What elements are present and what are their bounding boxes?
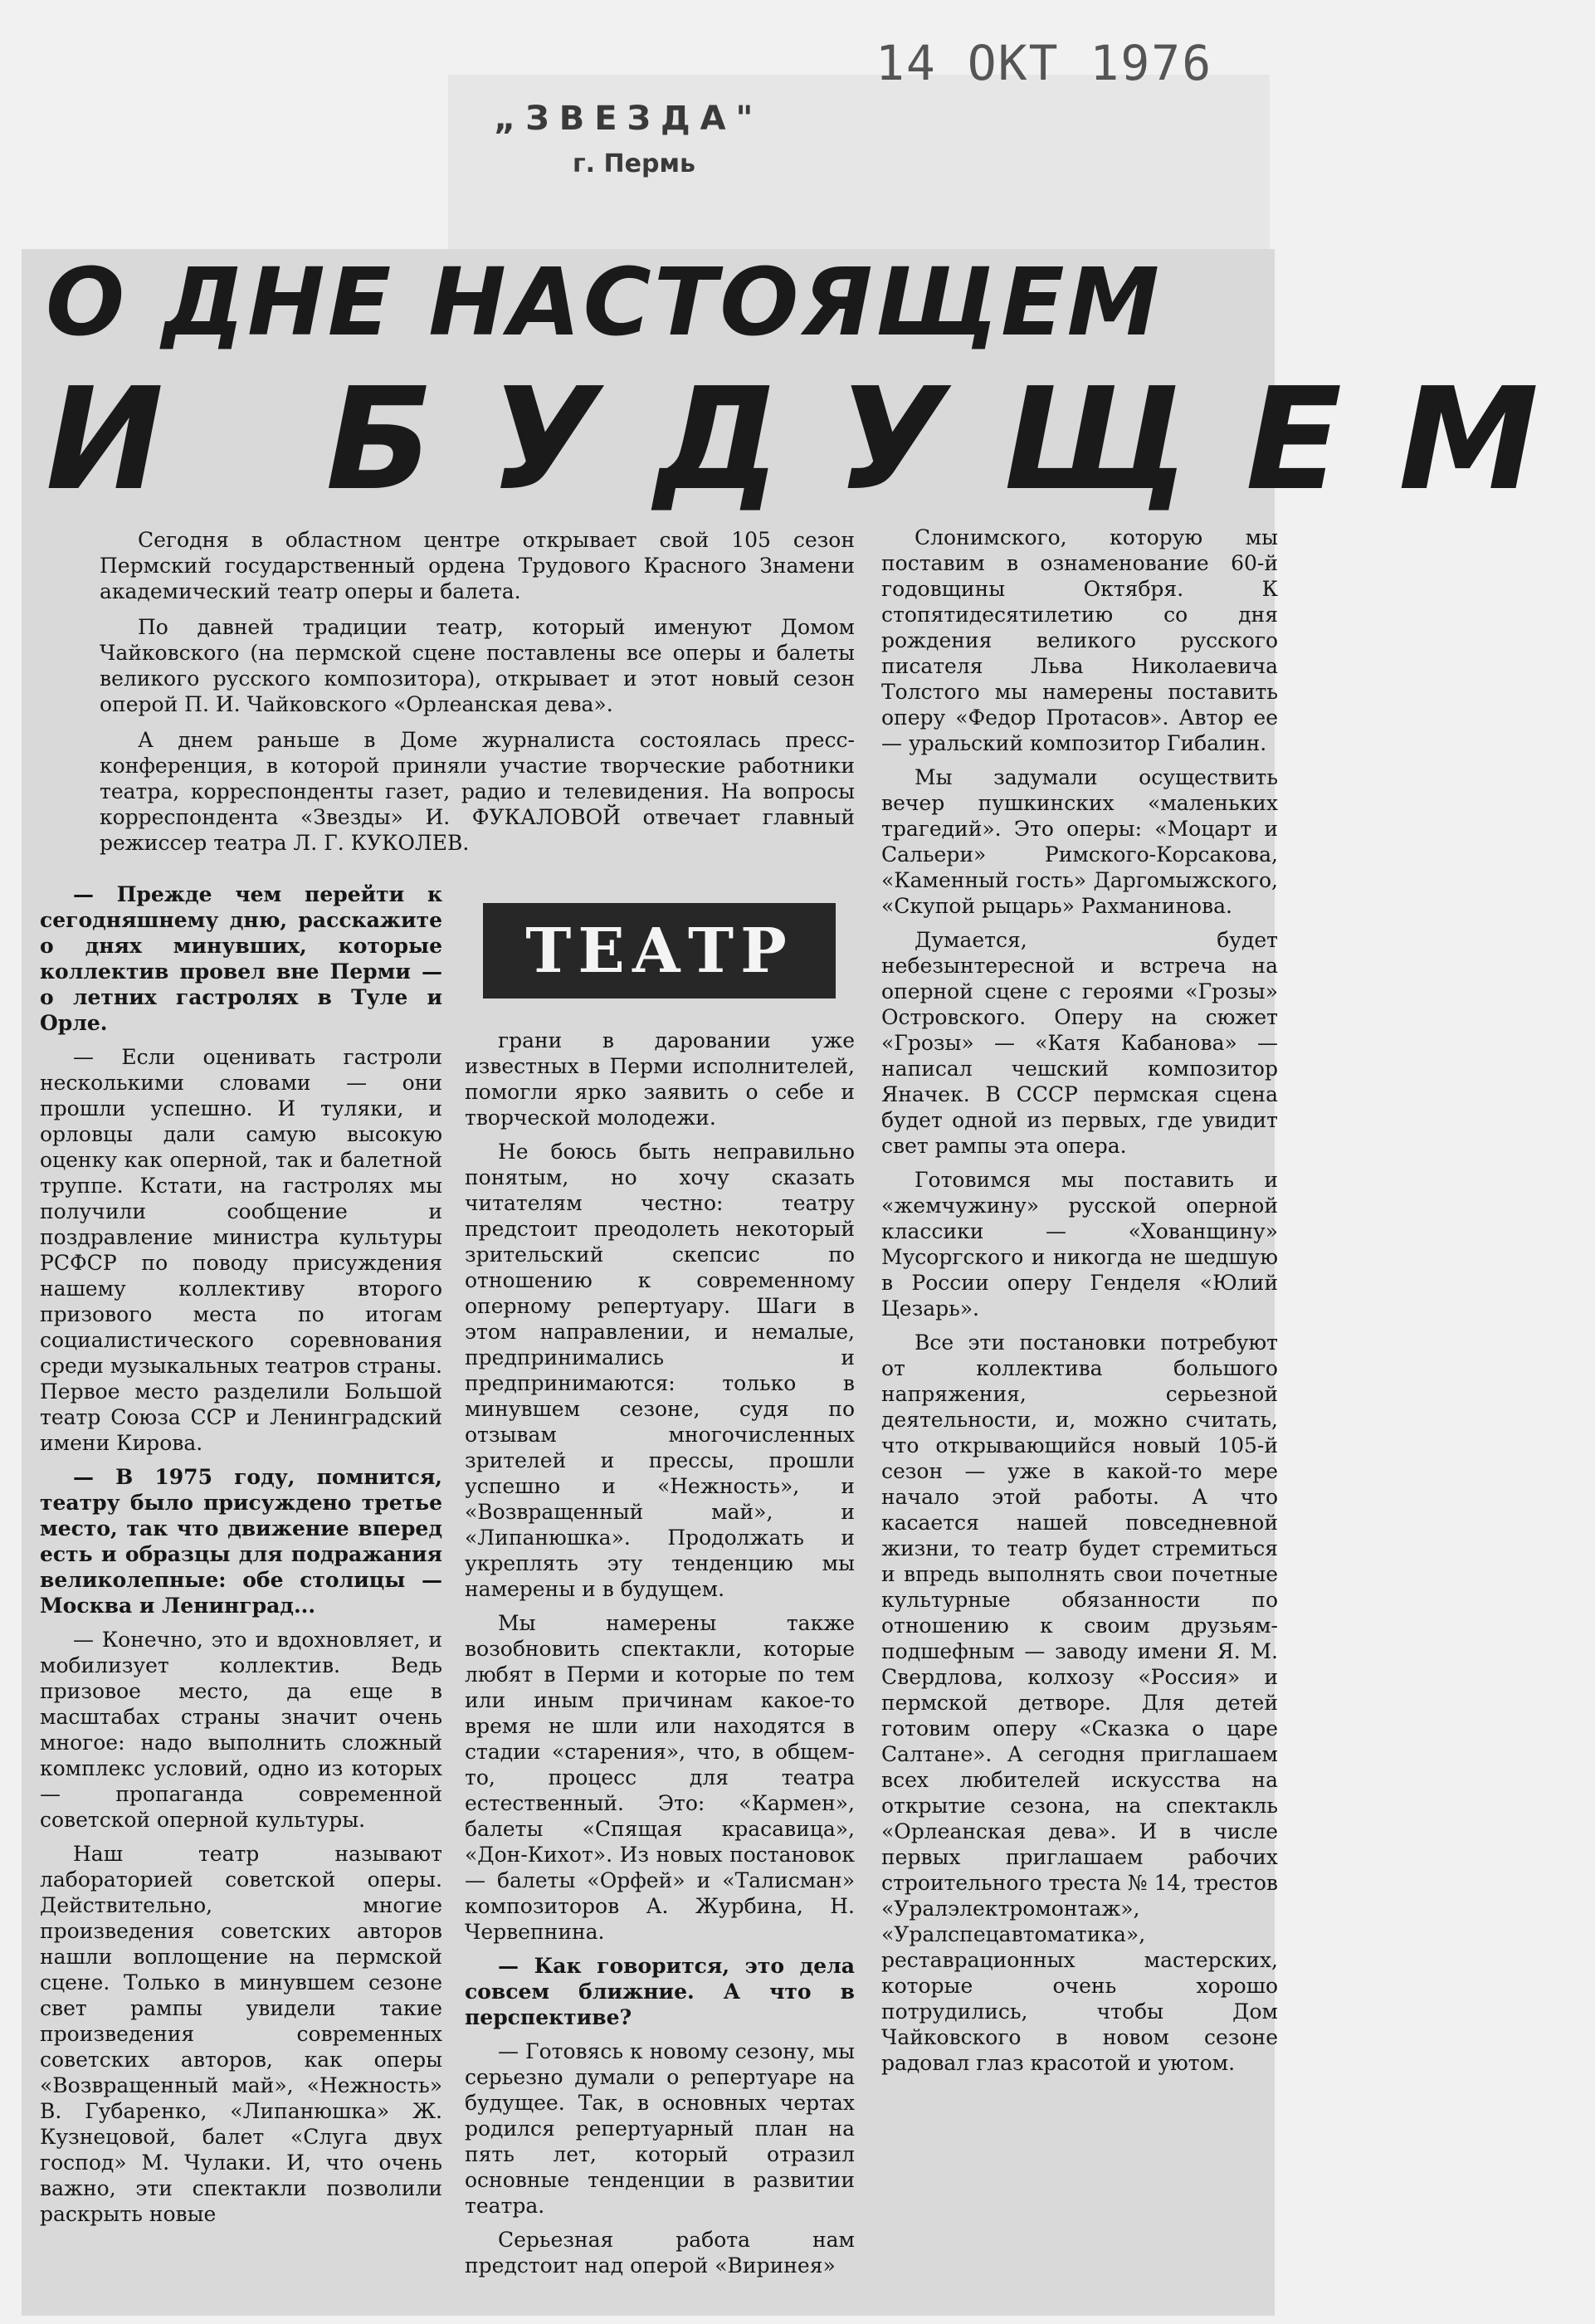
article-paragraph: Наш театр называют лабораторией советской оперы. Действительно, многие произведения советских авторов нашли воплощение на пермской сцене. Только в минувшем сезоне свет рампы увидели такие произведения современных советских авторов, как оперы «Возвращенный май», «Нежность» В. Губаренко, «Липанюшка» Ж. Кузнецовой, балет «Слуга двух господ» М. Чулаки. И, что очень важно, эти спектакли позволили раскрыть новые: [40, 1842, 442, 2226]
article-paragraph: Готовимся мы поставить и «жемчужину» русской оперной классики — «Хованщину» Мусоргского и никогда не шедшую в России оперу Генделя «Юлий Цезарь».: [881, 1168, 1278, 1321]
publication-stamp: „ЗВЕЗДА": [494, 100, 763, 138]
article-paragraph: Мы намерены также возобновить спектакли, которые любят в Перми и которые по тем или иным причинам какое-то время не шли или находятся в стадии «старения», что, в общем-то, процесс для театра естественный. Это: «Кармен», балеты «Спящая красавица», «Дон-Кихот». Из новых постановок — балеты «Орфей» и «Талисман» композиторов А. Журбина, Н. Червепнина.: [465, 1611, 855, 1944]
question-paragraph: — Прежде чем перейти к сегодняшнему дню, расскажите о днях минувших, которые коллектив провел вне Перми — о летних гастролях в Туле и Орле.: [40, 882, 442, 1035]
article-paragraph: Думается, будет небезынтересной и встреча на оперной сцене с героями «Грозы» Островского. Оперу на сюжет «Грозы» — «Катя Кабанова» — написал чешский композитор Яначек. В СССР пермская сцена будет одной из первых, где увидит свет рампы эта опера.: [881, 928, 1278, 1158]
date-stamp: 14 ОКТ 1976: [876, 35, 1213, 91]
rubric-theatre: ТЕАТР: [483, 903, 836, 998]
city-stamp: г. Пермь: [573, 149, 695, 178]
article-paragraph: Мы задумали осуществить вечер пушкинских «маленьких трагедий». Это оперы: «Моцарт и Сальери» Римского-Корсакова, «Каменный гость» Даргомыжского, «Скупой рыцарь» Рахманинова.: [881, 765, 1278, 918]
article-paragraph: Серьезная работа нам предстоит над оперой «Виринея»: [465, 2228, 855, 2278]
article-column-3: [881, 525, 1278, 2084]
article-column-2: [465, 1028, 855, 2287]
article-paragraph: Не боюсь быть неправильно понятым, но хочу сказать читателям честно: театру предстоит преодолеть некоторый зрительский скепсис по отношению к современному оперному репертуару. Шаги в этом направлении, и немалые, предпринимались и предпринимаются: только в минувшем сезоне, судя по отзывам многочисленных зрителей и прессы, прошли успешно и «Нежность», и «Возвращенный май», и «Липанюшка». Продолжать и укреплять эту тенденцию мы намерены и в будущем.: [465, 1140, 855, 1601]
question-paragraph: — В 1975 году, помнится, театру было присуждено третье место, так что движение вперед есть и образцы для подражания великолепные: обе столицы — Москва и Ленинград...: [40, 1465, 442, 1618]
headline-line-2: И БУДУЩЕМ: [46, 358, 1595, 522]
article-paragraph: — Конечно, это и вдохновляет, и мобилизует коллектив. Ведь призовое место, да еще в масштабах страны значит очень многое: надо выполнить сложный комплекс условий, одно из которых — пропаганда современной советской оперной культуры.: [40, 1628, 442, 1832]
headline-line-1: О ДНЕ НАСТОЯЩЕМ: [46, 249, 1163, 357]
article-paragraph: — Если оценивать гастроли несколькими словами — они прошли успешно. И туляки, и орловцы дали самую высокую оценку как оперной, так и балетной труппе. Кстати, на гастролях мы получили сообщение и поздравление министра культуры РСФСР по поводу присуждения нашему коллективу второго призового места по итогам социалистического соревнования среди музыкальных театров страны. Первое место разделили Большой театр Союза ССР и Ленинградский имени Кирова.: [40, 1045, 442, 1455]
article-column-1: [40, 881, 442, 2235]
question-paragraph: — Как говорится, это дела совсем ближние. А что в перспективе?: [465, 1954, 855, 2029]
intro-paragraph: А днем раньше в Доме журналиста состоялась пресс-конференция, в которой приняли участие творческие работники театра, корреспонденты газет, радио и телевидения. На вопросы корреспондента «Звезды» И. ФУКАЛОВОЙ отвечает главный режиссер театра Л. Г. КУКОЛЕВ.: [100, 728, 855, 855]
intro-paragraph: Сегодня в областном центре открывает свой 105 сезон Пермский государственный ордена Трудового Красного Знамени академический театр оперы и балета.: [100, 528, 855, 603]
article-paragraph: — Готовясь к новому сезону, мы серьезно думали о репертуаре на будущее. Так, в основных чертах родился репертуарный план на пять лет, который отразил основные тенденции в развитии театра.: [465, 2039, 855, 2218]
article-paragraph: Все эти постановки потребуют от коллектива большого напряжения, серьезной деятельности, и, можно считать, что открывающийся новый 105-й сезон — уже в какой-то мере начало этой работы. А что касается нашей повседневной жизни, то театр будет стремиться и впредь выполнять свои почетные культурные обязанности по отношению к своим друзьям-подшефным — заводу имени Я. М. Свердлова, колхозу «Россия» и пермской детворе. Для детей готовим оперу «Сказка о царе Салтане». А сегодня приглашаем всех любителей искусства на открытие сезона, на спектакль «Орлеанская дева». И в числе первых приглашаем рабочих строительного треста № 14, трестов «Уралэлектромонтаж», «Уралспецавтоматика», реставрационных мастерских, которые очень хорошо потрудились, чтобы Дом Чайковского в новом сезоне радовал глаз красотой и уютом.: [881, 1330, 1278, 2075]
article-paragraph: Слонимского, которую мы поставим в ознаменование 60-й годовщины Октября. К стопятидесятилетию со дня рождения великого русского писателя Льва Николаевича Толстого мы намерены поставить оперу «Федор Протасов». Автор ее — уральский композитор Гибалин.: [881, 525, 1278, 755]
intro-paragraph: По давней традиции театр, который именуют Домом Чайковского (на пермской сцене поставлены все оперы и балеты великого русского композитора), открывает и этот новый сезон оперой П. И. Чайковского «Орлеанская дева».: [100, 615, 855, 716]
article-intro: [100, 527, 855, 866]
article-paragraph: грани в даровании уже известных в Перми исполнителей, помогли ярко заявить о себе и творческой молодежи.: [465, 1028, 855, 1130]
